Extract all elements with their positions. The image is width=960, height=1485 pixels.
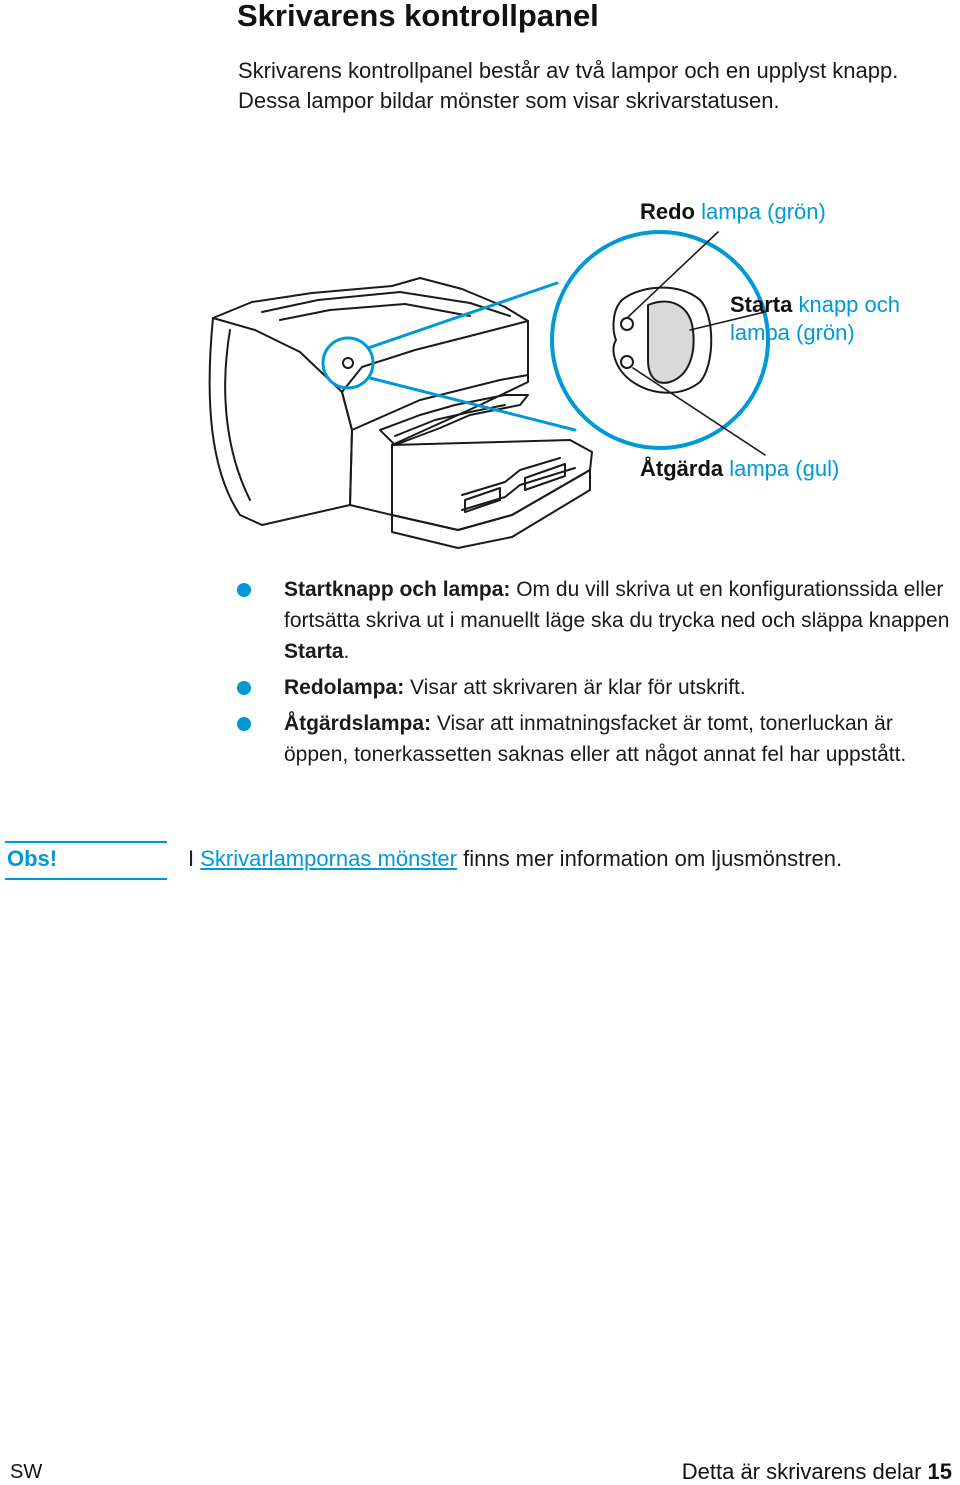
- callout-starta-text-2: lampa (grön): [730, 320, 855, 345]
- footer-section: [682, 1459, 952, 1485]
- output-slot-inner: [280, 304, 470, 320]
- list-item: [284, 574, 954, 667]
- note-label: Obs!: [7, 846, 58, 871]
- bullet-term: Startknapp och lampa:: [284, 578, 511, 601]
- page-number: 15: [927, 1459, 952, 1484]
- printer-left-curve: [225, 330, 250, 500]
- list-item: [284, 708, 954, 770]
- callout-starta-text-1: knapp och: [792, 292, 900, 317]
- bullet-term: Redolampa:: [284, 676, 405, 699]
- bullet-text: Om du vill skriva ut en konfigurationssida eller fortsätta skriva ut i manuellt läge ska du trycka ned och släppa knappen: [284, 578, 950, 632]
- starta-button: [648, 302, 694, 383]
- bullet-icon: [237, 583, 251, 597]
- note-rule-top: [5, 841, 167, 843]
- lamp-description-list: [284, 574, 954, 775]
- printer-front-ledge: [352, 375, 528, 430]
- page-title: Skrivarens kontrollpanel: [237, 0, 599, 33]
- note-prefix: I: [188, 846, 201, 871]
- input-tray-front: [392, 470, 590, 548]
- panel-power-icon: [343, 358, 353, 368]
- bullet-icon: [237, 681, 251, 695]
- callout-starta-bold: Starta: [730, 292, 793, 317]
- bullet-icon: [237, 717, 251, 731]
- callout-atgarda-text: lampa (gul): [723, 456, 840, 481]
- callout-starta: [730, 291, 900, 347]
- printer-left-side: [210, 318, 352, 525]
- callout-atgarda-bold: Åtgärda: [640, 456, 724, 481]
- footer-language: SW: [10, 1461, 43, 1483]
- bullet-emphasis: Starta: [284, 640, 344, 663]
- callout-redo-text: lampa (grön): [695, 199, 826, 224]
- footer-section-title: Detta är skrivarens delar: [681, 1459, 928, 1484]
- bullet-term: Åtgärdslampa:: [284, 712, 432, 735]
- bullet-tail: .: [343, 640, 350, 663]
- note-text: [188, 846, 842, 872]
- bullet-text: Visar att skrivaren är klar för utskrift.: [404, 676, 746, 699]
- printer-figure: [0, 0, 960, 560]
- callout-atgarda: [640, 455, 839, 483]
- paper-stack: [395, 405, 505, 436]
- note-rule-bottom: [5, 878, 167, 880]
- list-item: [284, 672, 954, 703]
- note-link[interactable]: Skrivarlampornas mönster: [200, 846, 457, 871]
- intro-paragraph: Skrivarens kontrollpanel består av två lampor och en upplyst knapp. Dessa lampor bildar mönster som visar skrivarstatusen.: [238, 58, 899, 113]
- atgarda-lamp: [621, 356, 633, 368]
- panel-highlight-circle: [323, 338, 373, 388]
- callout-redo-bold: Redo: [640, 199, 695, 224]
- paper-tray-lid: [380, 395, 528, 445]
- bullet-text: Visar att inmatningsfacket är tomt, tonerluckan är öppen, tonerkassetten saknas eller att något annat fel har uppstått.: [284, 712, 907, 766]
- redo-lamp: [621, 318, 633, 330]
- callout-redo: [640, 198, 826, 226]
- note-suffix: finns mer information om ljusmönstren.: [456, 846, 843, 871]
